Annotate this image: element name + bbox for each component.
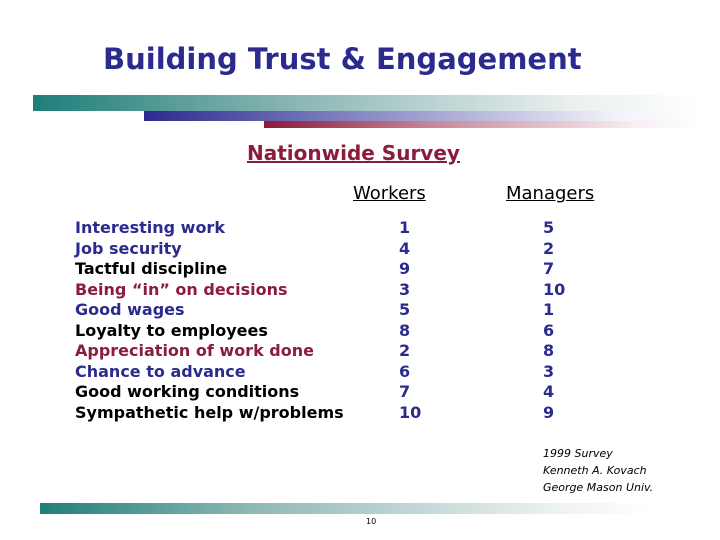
workers-rank: 8 <box>399 320 411 340</box>
teal-gradient-bar <box>33 95 700 111</box>
managers-rank: 4 <box>543 382 555 401</box>
factor-label: Tactful discipline <box>75 259 228 278</box>
managers-rank: 3 <box>543 361 555 381</box>
source-line: 1999 Survey <box>543 447 613 460</box>
workers-column-header: Workers <box>353 183 426 204</box>
managers-rank: 6 <box>543 320 555 340</box>
managers-rank: 7 <box>543 259 555 278</box>
red-gradient-bar <box>264 121 700 128</box>
workers-rank: 7 <box>399 382 411 401</box>
survey-subtitle: Nationwide Survey <box>247 141 460 165</box>
factor-label: Interesting work <box>75 218 225 237</box>
factor-label: Good working conditions <box>75 382 300 401</box>
managers-rank: 1 <box>543 300 555 319</box>
bottom-gradient-bar <box>40 503 650 514</box>
workers-rank: 5 <box>399 300 411 319</box>
source-line: George Mason Univ. <box>543 481 654 494</box>
managers-rank: 9 <box>543 402 555 422</box>
managers-column-header: Managers <box>506 183 595 204</box>
workers-rank: 6 <box>399 361 411 381</box>
workers-rank: 1 <box>399 218 411 237</box>
factor-label: Job security <box>75 238 182 258</box>
managers-rank-column <box>543 218 565 423</box>
factor-label: Loyalty to employees <box>75 320 268 340</box>
slide-title: Building Trust & Engagement <box>103 42 582 76</box>
factor-label: Being “in” on decisions <box>75 279 288 299</box>
workers-rank: 9 <box>399 259 411 278</box>
source-line: Kenneth A. Kovach <box>543 464 647 477</box>
factor-label: Good wages <box>75 300 185 319</box>
workers-rank-column <box>399 218 421 423</box>
blue-gradient-bar <box>144 111 700 121</box>
workers-rank: 10 <box>399 402 422 422</box>
managers-rank: 5 <box>543 218 555 237</box>
factor-list <box>75 218 344 423</box>
managers-rank: 2 <box>543 238 555 258</box>
workers-rank: 3 <box>399 279 411 299</box>
managers-rank: 8 <box>543 341 555 360</box>
factor-label: Chance to advance <box>75 361 246 381</box>
managers-rank: 10 <box>543 279 566 299</box>
factor-label: Appreciation of work done <box>75 341 314 360</box>
workers-rank: 4 <box>399 238 411 258</box>
source-citation <box>543 445 653 496</box>
factor-label: Sympathetic help w/problems <box>75 402 344 422</box>
page-number: 10 <box>366 517 377 526</box>
workers-rank: 2 <box>399 341 411 360</box>
